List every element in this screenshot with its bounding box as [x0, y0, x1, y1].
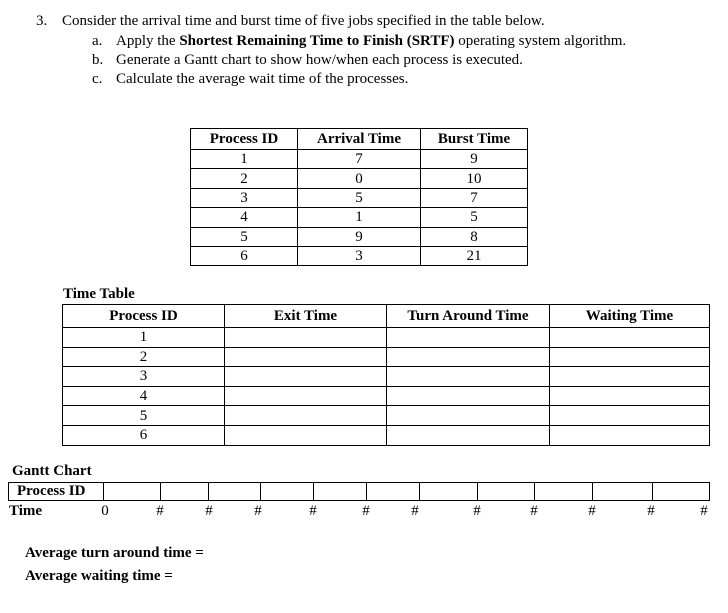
table-row — [63, 367, 710, 387]
table-cell: 5 — [298, 188, 421, 207]
gantt-time-tick: 0 — [101, 503, 109, 519]
sub-item-text: Calculate the average wait time of the processes. — [116, 71, 409, 87]
table-cell: 1 — [191, 150, 298, 169]
table-cell: 2 — [191, 169, 298, 188]
header-turnaround-time: Turn Around Time — [387, 305, 550, 328]
table-cell: 1 — [298, 208, 421, 227]
process-id-cell: 1 — [63, 328, 225, 348]
header-waiting-time: Waiting Time — [550, 305, 710, 328]
table-cell: 7 — [421, 188, 528, 207]
gantt-slot-divider — [477, 483, 478, 500]
table-cell: 9 — [421, 150, 528, 169]
waiting-time-cell[interactable] — [550, 425, 710, 445]
process-id-cell: 2 — [63, 347, 225, 367]
table-cell: 0 — [298, 169, 421, 188]
header-process-id: Process ID — [191, 129, 298, 150]
table-row — [191, 246, 528, 265]
exit-time-cell[interactable] — [225, 406, 387, 426]
exit-time-cell[interactable] — [225, 347, 387, 367]
table-header-row — [191, 129, 528, 150]
table-row — [191, 169, 528, 188]
table-cell: 6 — [191, 246, 298, 265]
turnaround-time-cell[interactable] — [387, 386, 550, 406]
table-cell: 5 — [191, 227, 298, 246]
table-cell: 3 — [298, 246, 421, 265]
turnaround-time-cell[interactable] — [387, 367, 550, 387]
sub-item-prefix: Apply the — [116, 33, 180, 49]
average-turnaround-label: Average turn around time = — [25, 545, 204, 561]
gantt-time-tick: # — [530, 503, 538, 519]
table-cell: 8 — [421, 227, 528, 246]
table-row — [191, 150, 528, 169]
exit-time-cell[interactable] — [225, 425, 387, 445]
gantt-time-label: Time — [9, 503, 43, 519]
turnaround-time-cell[interactable] — [387, 425, 550, 445]
gantt-slot-divider — [592, 483, 593, 500]
table-row — [63, 406, 710, 426]
gantt-slot-divider — [208, 483, 209, 500]
gantt-bar — [104, 482, 710, 501]
sub-item-text: Generate a Gantt chart to show how/when each process is executed. — [116, 52, 523, 68]
turnaround-time-cell[interactable] — [387, 406, 550, 426]
process-id-cell: 5 — [63, 406, 225, 426]
gantt-slot-divider — [313, 483, 314, 500]
gantt-time-tick: # — [700, 503, 708, 519]
table-cell: 4 — [191, 208, 298, 227]
process-id-cell: 6 — [63, 425, 225, 445]
table-cell: 9 — [298, 227, 421, 246]
exit-time-cell[interactable] — [225, 328, 387, 348]
header-arrival-time: Arrival Time — [298, 129, 421, 150]
gantt-time-tick: # — [588, 503, 596, 519]
table-cell: 3 — [191, 188, 298, 207]
gantt-time-tick: # — [156, 503, 164, 519]
waiting-time-cell[interactable] — [550, 367, 710, 387]
table-cell: 7 — [298, 150, 421, 169]
table-cell: 5 — [421, 208, 528, 227]
gantt-time-tick: # — [205, 503, 213, 519]
table-row — [191, 188, 528, 207]
sub-item-bold: Shortest Remaining Time to Finish (SRTF) — [179, 33, 455, 49]
process-id-cell: 4 — [63, 386, 225, 406]
gantt-time-tick: # — [309, 503, 317, 519]
waiting-time-cell[interactable] — [550, 347, 710, 367]
waiting-time-cell[interactable] — [550, 386, 710, 406]
gantt-time-tick: # — [647, 503, 655, 519]
waiting-time-cell[interactable] — [550, 406, 710, 426]
table-row — [63, 328, 710, 348]
time-table-title: Time Table — [63, 286, 135, 302]
waiting-time-cell[interactable] — [550, 328, 710, 348]
gantt-time-tick: # — [362, 503, 370, 519]
gantt-slot-divider — [366, 483, 367, 500]
gantt-time-tick: # — [254, 503, 262, 519]
table-row — [191, 227, 528, 246]
header-exit-time: Exit Time — [225, 305, 387, 328]
gantt-time-tick: # — [411, 503, 419, 519]
sub-item-letter: a. — [92, 33, 103, 49]
turnaround-time-cell[interactable] — [387, 347, 550, 367]
table-row — [63, 386, 710, 406]
sub-item-text — [116, 33, 626, 50]
gantt-slot-divider — [534, 483, 535, 500]
question-number: 3. — [36, 13, 48, 29]
process-id-cell: 3 — [63, 367, 225, 387]
header-process-id: Process ID — [63, 305, 225, 328]
gantt-slot-divider — [260, 483, 261, 500]
table-cell: 21 — [421, 246, 528, 265]
header-burst-time: Burst Time — [421, 129, 528, 150]
question-text: Consider the arrival time and burst time of five jobs specified in the table below. — [62, 13, 545, 29]
sub-item-suffix: operating system algorithm. — [454, 33, 627, 49]
table-row — [63, 347, 710, 367]
turnaround-time-cell[interactable] — [387, 328, 550, 348]
gantt-process-label: Process ID — [17, 483, 86, 499]
sub-item-letter: c. — [92, 71, 103, 87]
table-cell: 10 — [421, 169, 528, 188]
gantt-chart-title: Gantt Chart — [12, 463, 92, 479]
gantt-slot-divider — [652, 483, 653, 500]
time-table — [62, 304, 710, 446]
table-row — [63, 425, 710, 445]
gantt-time-tick: # — [473, 503, 481, 519]
exit-time-cell[interactable] — [225, 386, 387, 406]
exit-time-cell[interactable] — [225, 367, 387, 387]
average-waiting-label: Average waiting time = — [25, 568, 173, 584]
jobs-table — [190, 128, 528, 266]
sub-item-letter: b. — [92, 52, 104, 68]
gantt-slot-divider — [160, 483, 161, 500]
gantt-process-label-cell — [8, 482, 104, 501]
gantt-slot-divider — [419, 483, 420, 500]
table-row — [191, 208, 528, 227]
table-header-row — [63, 305, 710, 328]
